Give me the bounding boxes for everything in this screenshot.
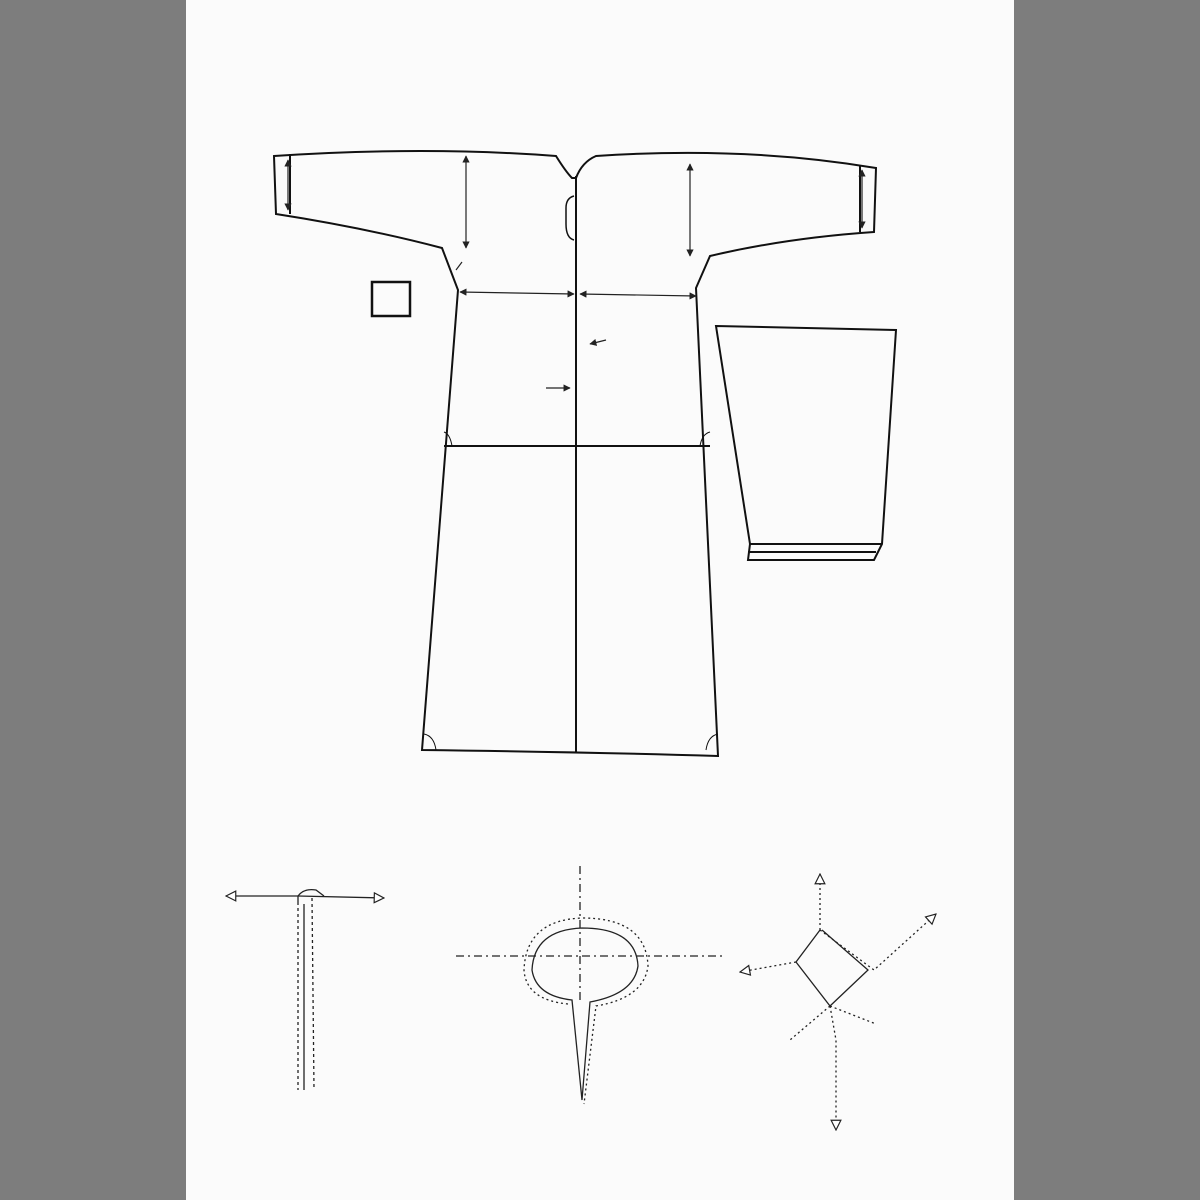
katesauma-diagram: [226, 890, 384, 1090]
neck-guide-diagram: [456, 866, 726, 1104]
shirt-outline: [274, 151, 896, 756]
book-page: [186, 0, 1014, 1200]
gusset-guide-diagram: [740, 874, 936, 1130]
pattern-diagram: [186, 0, 1014, 1200]
